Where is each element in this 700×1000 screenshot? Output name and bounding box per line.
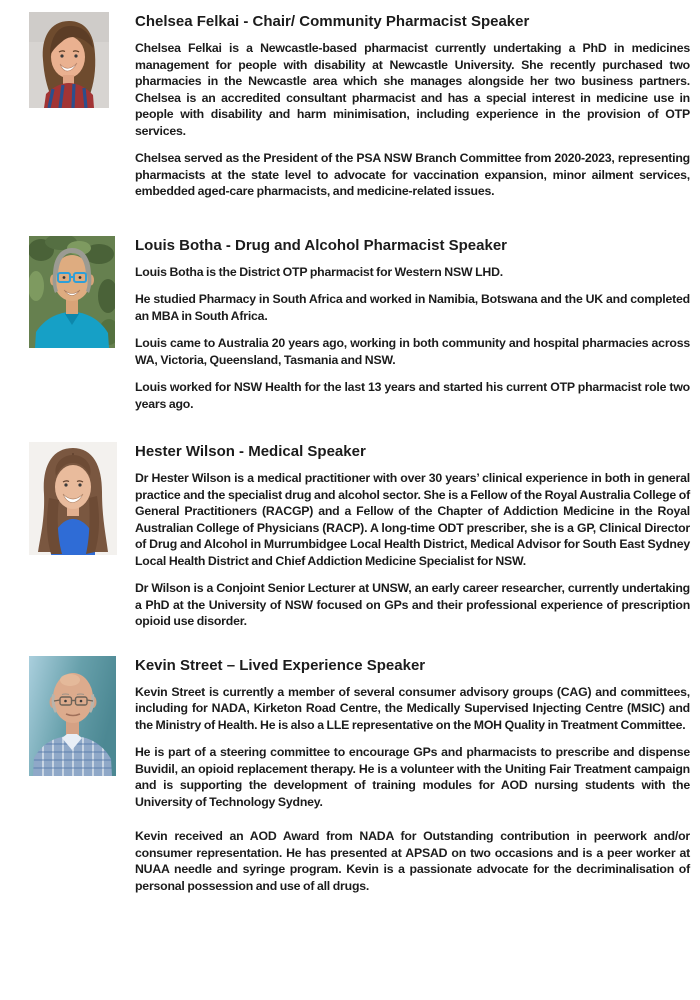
bio-text-column xyxy=(135,656,690,895)
photo-column xyxy=(0,656,135,776)
speaker-section-chelsea-felkai xyxy=(0,12,690,200)
speaker-heading: Chelsea Felkai - Chair/ Community Pharmacist Speaker xyxy=(135,13,530,30)
photo-column xyxy=(0,236,135,348)
speaker-heading: Louis Botha - Drug and Alcohol Pharmacist Speaker xyxy=(135,236,508,254)
bio-text-column xyxy=(135,12,690,200)
hester-wilson-photo xyxy=(29,442,135,555)
bio-text-column xyxy=(135,442,690,630)
bio-paragraph: Louis came to Australia 20 years ago, working in both community and hospital pharmacies across WA, Victoria, Queensland, Tasmania and NSW. xyxy=(135,336,690,367)
bio-paragraph: Dr Hester Wilson is a medical practitioner with over 30 years’ clinical experience in both in general practice and the specialist drug and alcohol sector. She is a Fellow of the Royal Australia College of General Practitioners (RACGP) and a Fellow of the Chapter of Addiction Medicine in the Royal Australian College of Physicians (RACP). A long-time ODT prescriber, she is a GP, Clinical Director of Drug and Alcohol in Murrumbidgee Local Health District, Medical Advisor for South East Sydney Local Health District and Chief Addiction Medicine Specialist for NSW. xyxy=(135,471,690,568)
bio-paragraph: Chelsea Felkai is a Newcastle-based pharmacist currently undertaking a PhD in medicines management for people with disability at Newcastle University. She recently purchased two pharmacies in the Newcastle area which she manages alongside her two business partners. Chelsea is an accredited consultant pharmacist and has a special interest in medicine use in people with disability and harm minimisation, including experience in the provision of OTP services. xyxy=(135,41,690,138)
speaker-heading: Kevin Street – Lived Experience Speaker xyxy=(135,656,426,674)
bio-paragraph: Dr Wilson is a Conjoint Senior Lecturer at UNSW, an early career researcher, currently undertaking a PhD at the University of NSW focused on GPs and their professional experience of prescription opioid use disorder. xyxy=(135,581,690,628)
bio-paragraph: Kevin received an AOD Award from NADA for Outstanding contribution in peerwork and/or consumer representation. He has presented at APSAD on two occasions and is a peer worker at NUAA needle and syringe program. Kevin is a passionate advocate for the decriminalisation of personal possession and use of all drugs. xyxy=(135,829,690,893)
speaker-section-louis-botha xyxy=(0,236,690,413)
photo-column xyxy=(0,442,135,555)
bio-text-column xyxy=(135,236,690,413)
bio-paragraph: Kevin Street is currently a member of several consumer advisory groups (CAG) and committees, including for NADA, Kirketon Road Centre, the Medically Supervised Injecting Centre (MSIC) and the Ministry of Health. He is also a LLE representative on the MOH Quality in Treatment Committee. xyxy=(135,684,690,732)
kevin-street-photo xyxy=(29,656,135,776)
chelsea-felkai-photo xyxy=(29,12,135,108)
louis-botha-photo xyxy=(29,236,135,348)
speaker-section-hester-wilson xyxy=(0,442,690,630)
bio-paragraph: He is part of a steering committee to encourage GPs and pharmacists to prescribe and dispense Buvidil, an opioid replacement therapy. He is a volunteer with the Uniting Fair Treatment campaign and is supporting the development of training modules for AOD nursing students with the University of Technology Sydney. xyxy=(135,745,690,809)
speaker-heading: Hester Wilson - Medical Speaker xyxy=(135,443,366,460)
bio-paragraph: Louis worked for NSW Health for the last 13 years and started his current OTP pharmacist role two years ago. xyxy=(135,380,690,411)
bio-paragraph: Louis Botha is the District OTP pharmacist for Western NSW LHD. xyxy=(135,264,503,279)
bio-paragraph: He studied Pharmacy in South Africa and worked in Namibia, Botswana and the UK and completed an MBA in South Africa. xyxy=(135,292,690,323)
bio-paragraph: Chelsea served as the President of the PSA NSW Branch Committee from 2020-2023, representing pharmacists at the state level to advocate for vaccination expansion, minor ailment services, embedded aged-care pharmacists, and medicine-related issues. xyxy=(135,151,690,198)
speaker-section-kevin-street xyxy=(0,656,690,895)
photo-column xyxy=(0,12,135,108)
